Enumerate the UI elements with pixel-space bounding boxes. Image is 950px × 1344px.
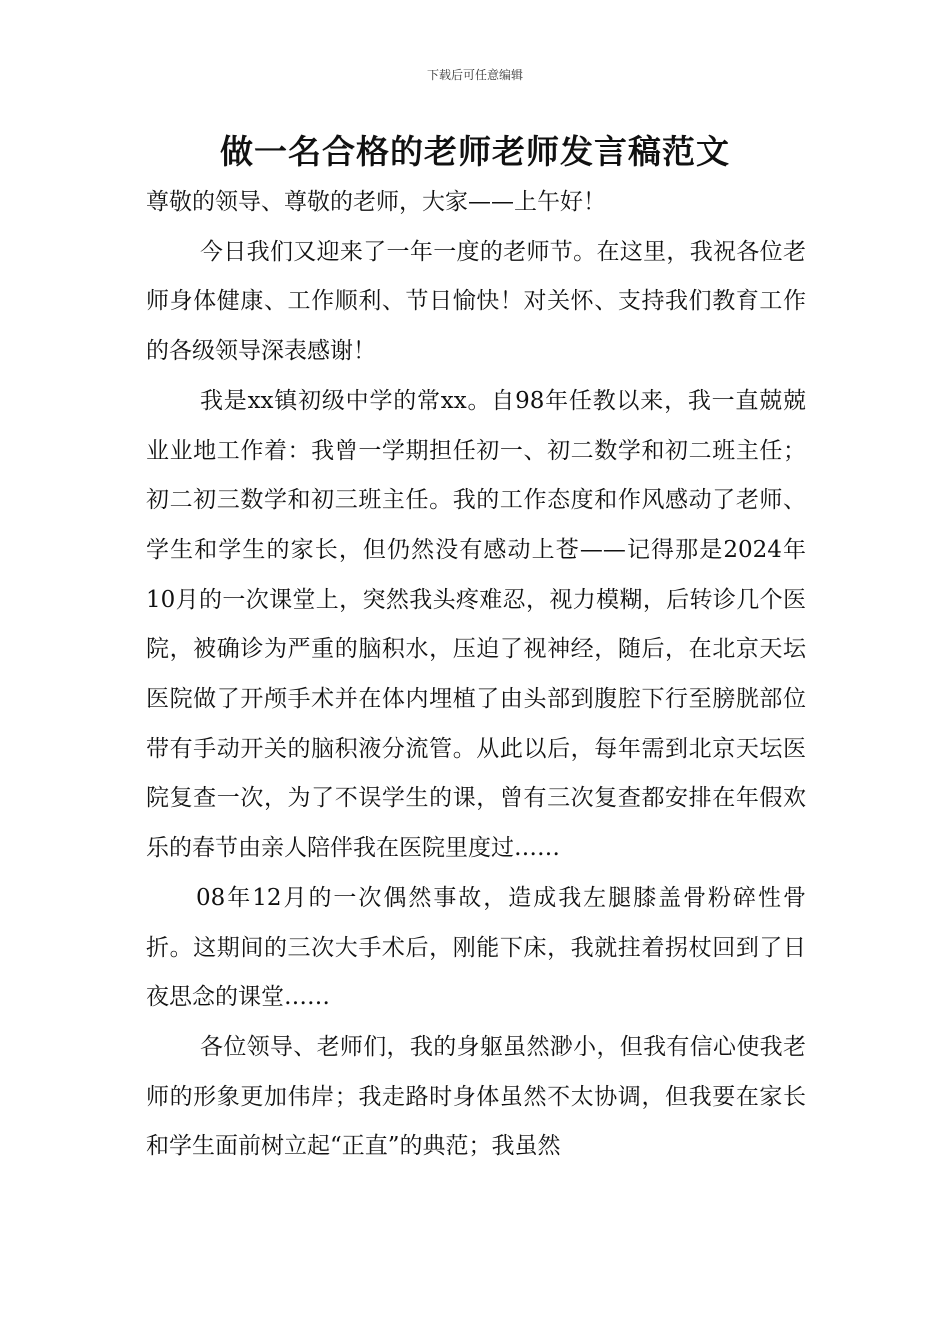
document-title: 做一名合格的老师老师发言稿范文: [220, 132, 730, 171]
document-body: [146, 178, 806, 1172]
page-header-note: 下载后可任意编辑: [426, 68, 523, 82]
salutation-paragraph: 尊敬的领导、尊敬的老师，大家——上午好！: [146, 189, 606, 215]
body-paragraph: 08年12月的一次偶然事故，造成我左腿膝盖骨粉碎性骨折。这期间的三次大手术后，刚能下床，我就拄着拐杖回到了日夜思念的课堂……: [146, 884, 806, 1011]
body-paragraph: 今日我们又迎来了一年一度的老师节。在这里，我祝各位老师身体健康、工作顺利、节日愉快！对关怀、支持我们教育工作的各级领导深表感谢！: [146, 238, 806, 365]
body-paragraph: 各位领导、老师们，我的身躯虽然渺小，但我有信心使我老师的形象更加伟岸；我走路时身体虽然不太协调，但我要在家长和学生面前树立起“正直”的典范；我虽然: [146, 1033, 806, 1160]
body-paragraph: 我是xx镇初级中学的常xx。自98年任教以来，我一直兢兢业业地工作着：我曾一学期担任初一、初二数学和初二班主任；初二初三数学和初三班主任。我的工作态度和作风感动了老师、学生和学生的家长，但仍然没有感动上苍——记得那是2024年10月的一次课堂上，突然我头疼难忍，视力模糊，后转诊几个医院，被确诊为严重的脑积水，压迫了视神经，随后，在北京天坛医院做了开颅手术并在体内埋植了由头部到腹腔下行至膀胱部位带有手动开关的脑积液分流管。从此以后，每年需到北京天坛医院复查一次，为了不误学生的课，曾有三次复查都安排在年假欢乐的春节由亲人陪伴我在医院里度过……: [146, 387, 806, 862]
